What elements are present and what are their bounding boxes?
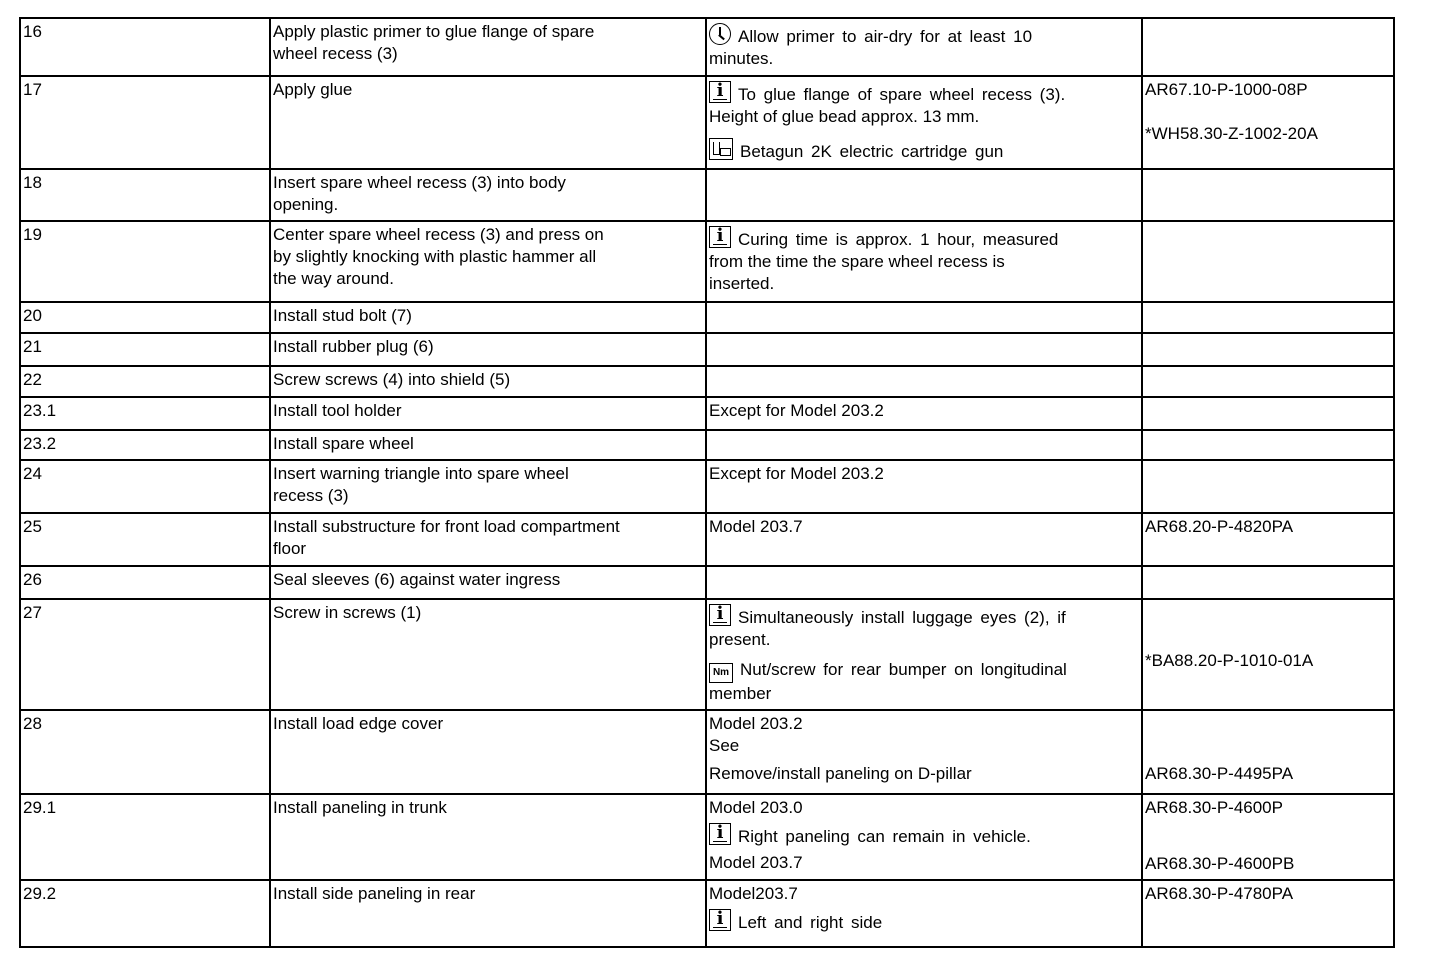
reference-text	[1142, 566, 1394, 599]
table-row	[20, 513, 1394, 566]
note-text	[706, 430, 1142, 460]
table-row	[20, 430, 1394, 460]
reference-text	[1142, 169, 1394, 221]
note-text	[706, 566, 1142, 599]
step-number: 21	[20, 333, 270, 366]
table-row	[20, 460, 1394, 513]
note-text: Except for Model 203.2	[706, 397, 1142, 430]
table-row	[20, 880, 1394, 947]
step-number: 18	[20, 169, 270, 221]
operation-text: Seal sleeves (6) against water ingress	[270, 566, 706, 599]
operation-text: Install side paneling in rear	[270, 880, 706, 947]
operation-text: Screw in screws (1)	[270, 599, 706, 710]
step-number: 25	[20, 513, 270, 566]
note-text: Allow primer to air-dry for at least 10 minutes.	[706, 18, 1142, 76]
operation-text: Install tool holder	[270, 397, 706, 430]
operation-text: Install substructure for front load compartment floor	[270, 513, 706, 566]
operation-text: Install spare wheel	[270, 430, 706, 460]
cartridge-gun-icon	[709, 138, 733, 160]
step-number: 23.1	[20, 397, 270, 430]
note-text: i Simultaneously install luggage eyes (2), if present. Nm Nut/screw for rear bumper on longitudinal member	[706, 599, 1142, 710]
note-text: Model 203.7	[706, 513, 1142, 566]
table-row	[20, 333, 1394, 366]
table-row	[20, 76, 1394, 169]
step-number: 24	[20, 460, 270, 513]
reference-text	[1142, 333, 1394, 366]
note-text: Model203.7 iLeft and right side	[706, 880, 1142, 947]
step-number: 29.2	[20, 880, 270, 947]
reference-text	[1142, 366, 1394, 397]
step-number: 26	[20, 566, 270, 599]
note-text	[706, 333, 1142, 366]
operation-text: Apply glue	[270, 76, 706, 169]
table-row	[20, 566, 1394, 599]
step-number: 22	[20, 366, 270, 397]
table-row	[20, 366, 1394, 397]
reference-text: AR67.10-P-1000-08P *WH58.30-Z-1002-20A	[1142, 76, 1394, 169]
info-icon	[709, 604, 731, 626]
note-text	[706, 302, 1142, 333]
operation-text: Install rubber plug (6)	[270, 333, 706, 366]
table-row	[20, 169, 1394, 221]
step-number: 17	[20, 76, 270, 169]
step-number: 20	[20, 302, 270, 333]
table-row	[20, 221, 1394, 302]
table-row	[20, 710, 1394, 794]
table-row	[20, 599, 1394, 710]
operation-text: Screw screws (4) into shield (5)	[270, 366, 706, 397]
operation-text: Insert spare wheel recess (3) into body opening.	[270, 169, 706, 221]
operation-text: Insert warning triangle into spare wheel recess (3)	[270, 460, 706, 513]
reference-text	[1142, 18, 1394, 76]
reference-text: AR68.30-P-4780PA	[1142, 880, 1394, 947]
table-row	[20, 794, 1394, 880]
step-number: 29.1	[20, 794, 270, 880]
table-row	[20, 302, 1394, 333]
reference-text: AR68.30-P-4495PA	[1142, 710, 1394, 794]
note-text	[706, 169, 1142, 221]
reference-text: *BA88.20-P-1010-01A	[1142, 599, 1394, 710]
step-number: 19	[20, 221, 270, 302]
note-text: Model 203.2 See Remove/install paneling on D-pillar	[706, 710, 1142, 794]
note-text: i To glue flange of spare wheel recess (3). Height of glue bead approx. 13 mm. Betagun 2K electric cartridge gun	[706, 76, 1142, 169]
reference-text: AR68.20-P-4820PA	[1142, 513, 1394, 566]
info-icon	[709, 81, 731, 103]
step-number: 16	[20, 18, 270, 76]
table-row	[20, 18, 1394, 76]
note-text: iCuring time is approx. 1 hour, measured from the time the spare wheel recess is inserted.	[706, 221, 1142, 302]
info-icon	[709, 823, 731, 845]
reference-text	[1142, 302, 1394, 333]
reference-text	[1142, 397, 1394, 430]
operation-text: Center spare wheel recess (3) and press on by slightly knocking with plastic hammer all the way around.	[270, 221, 706, 302]
operation-text: Install stud bolt (7)	[270, 302, 706, 333]
note-text: Except for Model 203.2	[706, 460, 1142, 513]
torque-nm-icon: Nm	[709, 663, 733, 683]
note-text: Model 203.0 iRight paneling can remain in vehicle. Model 203.7	[706, 794, 1142, 880]
info-icon	[709, 909, 731, 931]
operation-text: Install load edge cover	[270, 710, 706, 794]
step-number: 27	[20, 599, 270, 710]
work-steps-table	[19, 17, 1395, 948]
clock-icon	[709, 23, 731, 45]
reference-text	[1142, 460, 1394, 513]
step-number: 28	[20, 710, 270, 794]
reference-text: AR68.30-P-4600P AR68.30-P-4600PB	[1142, 794, 1394, 880]
table-row	[20, 397, 1394, 430]
step-number: 23.2	[20, 430, 270, 460]
reference-text	[1142, 430, 1394, 460]
info-icon	[709, 226, 731, 248]
operation-text: Install paneling in trunk	[270, 794, 706, 880]
note-text	[706, 366, 1142, 397]
reference-text	[1142, 221, 1394, 302]
operation-text: Apply plastic primer to glue flange of spare wheel recess (3)	[270, 18, 706, 76]
